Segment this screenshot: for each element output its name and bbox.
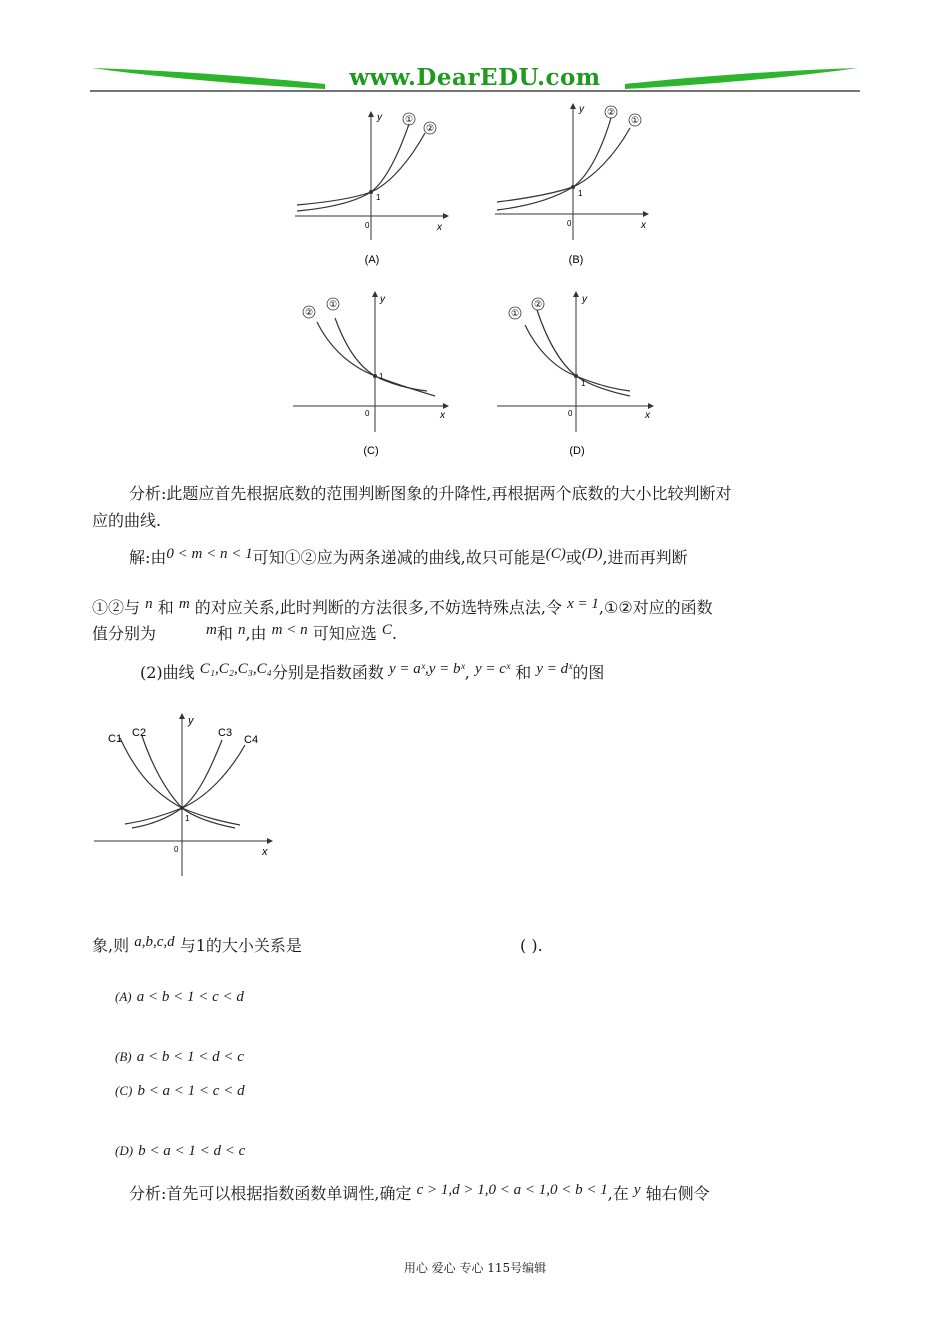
curve-1 bbox=[297, 124, 409, 211]
label-d1: ① bbox=[510, 308, 520, 318]
para7: 分析:首先可以根据指数函数单调性,确定 c > 1,d > 1,0 < a < 1,0 < b < 1,在 y 轴右侧令 bbox=[129, 1182, 710, 1203]
left-swoosh bbox=[92, 68, 325, 89]
label-b2: ① bbox=[630, 115, 640, 125]
label-b1: ② bbox=[606, 107, 616, 117]
caption-d: (D) bbox=[569, 445, 585, 457]
svg-text:0: 0 bbox=[365, 409, 370, 418]
svg-text:y: y bbox=[188, 715, 194, 727]
svg-text:x: x bbox=[645, 410, 650, 421]
label-c1: ② bbox=[304, 307, 314, 317]
caption-a: (A) bbox=[364, 254, 380, 266]
para4: 值分别为 m和 n,由 m < n 可知应选 C. bbox=[92, 622, 397, 643]
caption-c: (C) bbox=[363, 445, 379, 457]
curve-c4 bbox=[125, 745, 245, 824]
para3: ①②与 n 和 m 的对应关系,此时判断的方法很多,不妨选特殊点法,令 x = 1,①②对应的函数 bbox=[92, 596, 713, 617]
label-c3: C3 bbox=[218, 727, 233, 739]
curve-2 bbox=[497, 118, 611, 210]
curve-2 bbox=[317, 322, 435, 396]
label-a1: ① bbox=[404, 114, 414, 124]
answer-blank: ( ). bbox=[520, 936, 543, 955]
svg-text:0: 0 bbox=[567, 219, 572, 228]
svg-text:1: 1 bbox=[578, 189, 583, 198]
header-site-title: www.DearEDU.com bbox=[349, 64, 601, 91]
figure-exponential-panels bbox=[285, 100, 670, 465]
svg-text:y: y bbox=[579, 104, 584, 115]
svg-text:y: y bbox=[582, 294, 587, 305]
svg-text:x: x bbox=[262, 846, 268, 858]
label-a2: ② bbox=[425, 123, 435, 133]
svg-text:1: 1 bbox=[379, 372, 384, 381]
curve-1 bbox=[525, 325, 630, 391]
svg-text:0: 0 bbox=[365, 221, 370, 230]
label-c4: C4 bbox=[244, 734, 259, 746]
option-c: $^{(C)}$ b < a < 1 < c < d bbox=[115, 1083, 245, 1099]
svg-text:0: 0 bbox=[174, 845, 179, 854]
option-a: $^{(A)}$ a < b < 1 < c < d bbox=[115, 989, 244, 1005]
label-c2: ① bbox=[328, 299, 338, 309]
para5: (2)曲线 C₁,C₂,C₃,C₄分别是指数函数 y = aˣ,y = bˣ, y = cˣ 和 y = dˣ的图 bbox=[140, 661, 605, 682]
curve-1 bbox=[497, 128, 630, 202]
svg-text:1: 1 bbox=[581, 379, 586, 388]
curve-c1 bbox=[120, 738, 240, 825]
page-footer: 用心 爱心 专心 115号编辑 bbox=[403, 1261, 547, 1275]
para1-line1: 分析:此题应首先根据底数的范围判断图象的升降性,再根据两个底数的大小比较判断对 bbox=[129, 484, 732, 503]
panel-b bbox=[495, 104, 648, 266]
label-c1: C1 bbox=[108, 733, 123, 745]
option-d: $^{(D)}$ b < a < 1 < d < c bbox=[115, 1143, 246, 1159]
svg-text:x: x bbox=[437, 222, 442, 233]
svg-text:1: 1 bbox=[376, 193, 381, 202]
panel-a bbox=[295, 112, 448, 266]
curve-c3 bbox=[132, 740, 222, 828]
figure-four-curves bbox=[90, 710, 285, 880]
label-c2: C2 bbox=[132, 727, 147, 739]
svg-text:x: x bbox=[440, 410, 445, 421]
para6: 象,则 a,b,c,d 与1的大小关系是 bbox=[92, 934, 302, 955]
svg-text:0: 0 bbox=[568, 409, 573, 418]
right-swoosh bbox=[625, 68, 858, 89]
para1-line2: 应的曲线. bbox=[92, 511, 162, 530]
svg-text:1: 1 bbox=[185, 814, 190, 823]
curve-2 bbox=[297, 133, 425, 205]
panel-d bbox=[497, 292, 653, 457]
svg-text:y: y bbox=[380, 294, 385, 305]
svg-text:y: y bbox=[377, 112, 382, 123]
para2: 解:由0 < m < n < 1可知①②应为两条递减的曲线,故只可能是(C)或(D),进而再判断 bbox=[129, 546, 688, 567]
label-d2: ② bbox=[533, 299, 543, 309]
caption-b: (B) bbox=[568, 254, 584, 266]
svg-text:x: x bbox=[641, 220, 646, 231]
option-b: $^{(B)}$ a < b < 1 < d < c bbox=[115, 1049, 244, 1065]
panel-c bbox=[293, 292, 448, 457]
